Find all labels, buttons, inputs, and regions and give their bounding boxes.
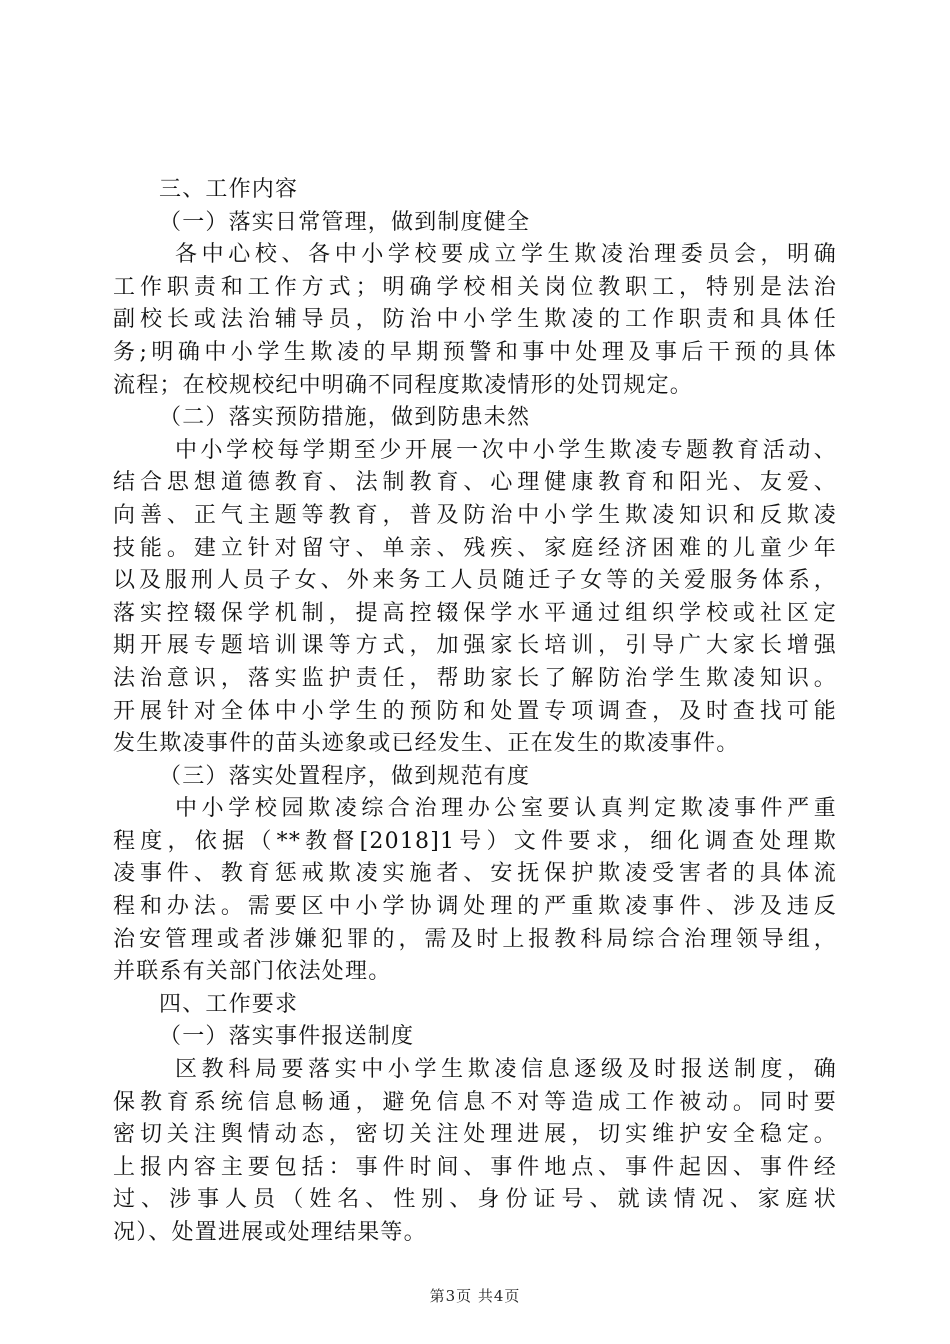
- paragraph-line: 副校长或法治辅导员，防治中小学生欺凌的工作职责和具体任: [113, 307, 837, 333]
- paragraph-line: 各中心校、各中小学校要成立学生欺凌治理委员会，明确: [175, 242, 837, 268]
- paragraph-line: 结合思想道德教育、法制教育、心理健康教育和阳光、友爱、: [113, 470, 837, 496]
- paragraph-line: 流程；在校规校纪中明确不同程度欺凌情形的处罚规定。: [113, 372, 694, 398]
- section-heading: 四、工作要求: [159, 991, 299, 1017]
- section-heading: 三、工作内容: [159, 177, 299, 202]
- paragraph-line: 程和办法。需要区中小学协调处理的严重欺凌事件、涉及违反: [113, 894, 837, 920]
- paragraph-line: 落实控辍保学机制，提高控辍保学水平通过组织学校或社区定: [113, 600, 837, 626]
- paragraph-line: 期开展专题培训课等方式，加强家长培训，引导广大家长增强: [113, 633, 837, 659]
- paragraph-line: 过、涉事人员（姓名、性别、身份证号、就读情况、家庭状: [113, 1187, 837, 1213]
- paragraph-line: 并联系有关部门依法处理。: [113, 959, 392, 985]
- paragraph-line: 中小学校园欺凌综合治理办公室要认真判定欺凌事件严重: [175, 796, 837, 822]
- paragraph-line: 技能。建立针对留守、单亲、残疾、家庭经济困难的儿童少年: [113, 535, 837, 561]
- paragraph-line: 工作职责和工作方式；明确学校相关岗位教职工，特别是法治: [113, 274, 837, 300]
- paragraph-line: 保教育系统信息畅通，避免信息不对等造成工作被动。同时要: [113, 1089, 837, 1115]
- paragraph-line: 向善、正气主题等教育，普及防治中小学生欺凌知识和反欺凌: [113, 502, 837, 528]
- paragraph-line: 况）、处置进展或处理结果等。: [113, 1220, 427, 1245]
- paragraph-line: 密切关注舆情动态，密切关注处理进展，切实维护安全稳定。: [113, 1122, 837, 1148]
- paragraph-line: 程度，依据（**教督[2018]1号）文件要求，细化调查处理欺: [113, 828, 837, 854]
- paragraph-line: 发生欺凌事件的苗头迹象或已经发生、正在发生的欺凌事件。: [113, 731, 740, 757]
- paragraph-line: 开展针对全体中小学生的预防和处置专项调查，及时查找可能: [113, 698, 837, 724]
- subsection-heading: （一）落实事件报送制度: [159, 1024, 415, 1050]
- subsection-heading: （三）落实处置程序，做到规范有度: [159, 763, 531, 789]
- paragraph-line: 务;明确中小学生欺凌的早期预警和事中处理及事后干预的具体: [113, 339, 837, 365]
- paragraph-line: 以及服刑人员子女、外来务工人员随迁子女等的关爱服务体系，: [113, 568, 837, 594]
- paragraph-line: 凌事件、教育惩戒欺凌实施者、安抚保护欺凌受害者的具体流: [113, 861, 837, 887]
- subsection-heading: （一）落实日常管理，做到制度健全: [159, 209, 531, 235]
- paragraph-line: 治安管理或者涉嫌犯罪的，需及时上报教科局综合治理领导组，: [113, 926, 837, 952]
- paragraph-line: 区教科局要落实中小学生欺凌信息逐级及时报送制度，确: [175, 1057, 837, 1083]
- paragraph-line: 法治意识，落实监护责任，帮助家长了解防治学生欺凌知识。: [113, 665, 837, 691]
- paragraph-line: 上报内容主要包括：事件时间、事件地点、事件起因、事件经: [113, 1154, 837, 1180]
- paragraph-line: 中小学校每学期至少开展一次中小学生欺凌专题教育活动、: [175, 437, 837, 463]
- document-body: [113, 174, 837, 1250]
- page-number-footer: 第3页 共4页: [429, 1287, 521, 1305]
- subsection-heading: （二）落实预防措施，做到防患未然: [159, 405, 531, 431]
